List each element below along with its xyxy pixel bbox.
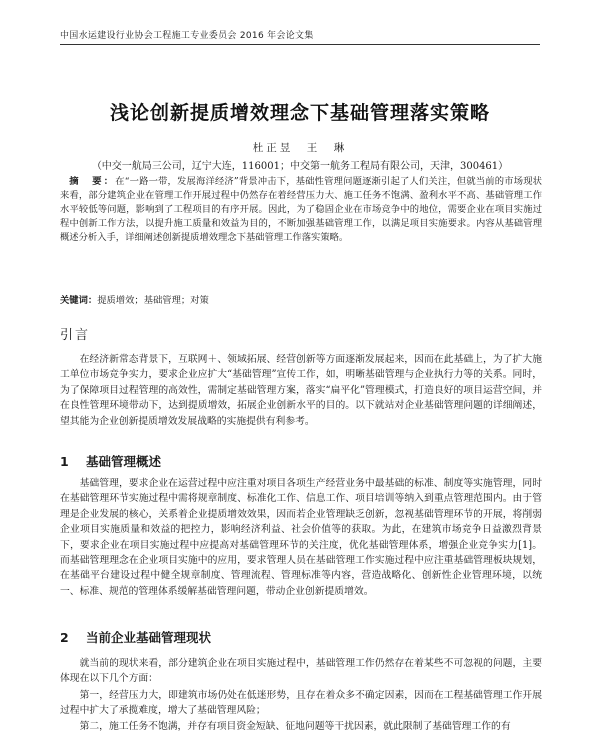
section-heading-1	[60, 452, 540, 470]
keywords-text: 提质增效；基础管理；对策	[97, 295, 209, 306]
intro-paragraph: 在经济新常态背景下，互联网＋、领域拓展、经营创新等方面逐渐发展起来，因而在此基础上，为了扩大施工单位市场竞争实力，要求企业应扩大“基础管理”宣传工作，如，明晰基础管理与企业执行力等的关系。同时，为了保障项目过程管理的高效性，需制定基础管理方案，落实“扁平化”管理模式，打造良好的项目运营空间，并在良性管理环境带动下，达到提质增效，拓展企业创新水平的目的。以下就站对企业基础管理问题的详细阐述，望其能为企业创新提质增效发展战略的实施提供有利参考。	[60, 354, 542, 427]
section-heading-2	[60, 628, 540, 646]
abstract-label: 摘 要：	[69, 176, 116, 187]
abstract	[60, 175, 542, 245]
paper-authors: 杜正昱 王 琳	[252, 142, 348, 154]
section-1-paragraph: 基础管理，要求企业在运营过程中应注重对项目各项生产经营业务中最基础的标准、制度等实施管理，同时在基础管理环节实施过程中需将规章制度、标准化工作、信息工作、项目培训等纳入到重点管理范围内。由于管理是企业发展的核心，关系着企业提质增效效果，因而若企业管理缺乏创新，忽视基础管理环节的开展，将削弱企业项目实施质量和效益的把控力，影响经济利益、社会价值等的获取。为此，在建筑市场竞争日益激烈背景下，要求企业在项目实施过程中应提高对基础管理环节的关注度，优化基础管理体系，增强企业竞争实力[1]。而基础管理理念在企业项目实施中的应用，要求管理人员在基础管理工作实施过程中应注重基础管理板块规划，在基础平台建设过程中健全规章制度、管理流程、管理标准等内容，营造战略化、创新性企业管理环境，以统一、标准、规范的管理体系缓解基础管理问题，带动企业创新提质增效。	[60, 478, 542, 597]
paper-affiliation: （中交一航局三公司，辽宁大连，116001；中交第一航务工程局有限公司，天津，300461）	[91, 161, 509, 172]
section-1-number: 1	[60, 454, 69, 469]
keywords	[60, 294, 540, 308]
abstract-text: 在“一路一带，发展海洋经济”背景冲击下，基础性管理问题逐渐引起了人们关注，但就当前的市场现状来看，部分建筑企业在管理工作开展过程中仍然存在着经营压力大、施工任务不饱满、盈利水平不高、基础管理工作水平较低等问题，影响到了工程项目的有序开展。因此，为了稳固企业在市场竞争中的地位，需要企业在项目实施过程中创新工作方法，以提升施工质量和效益为目的，不断加强基础管理工作，以满足项目实施要求。内容从基础管理概述分析入手，详细阐述创新提质增效理念下基础管理工作落实策略。	[60, 176, 542, 243]
section-2-paragraph: 第二，施工任务不饱满，并存有项目资金短缺、征地问题等干扰因素，就此限制了基础管理工作的有	[79, 721, 511, 732]
section-1-title: 基础管理概述	[86, 454, 162, 469]
paper-title: 浅论创新提质增效理念下基础管理落实策略	[109, 102, 490, 124]
section-2-title: 当前企业基础管理现状	[86, 630, 212, 645]
running-header: 中国水运建设行业协会工程施工专业委员会 2016 年会论文集	[60, 28, 540, 45]
section-heading-intro	[60, 324, 540, 343]
section-intro-title: 引言	[60, 328, 91, 343]
section-2-number: 2	[60, 630, 69, 645]
section-2-paragraph: 第一，经营压力大，即建筑市场仍处在低迷形势，且存在着众多不确定因素，因而在工程基础管理工作开展过程中扩大了承揽难度，增大了基础管理风险；	[60, 690, 542, 717]
section-2-paragraph: 就当前的现状来看，部分建筑企业在项目实施过程中，基础管理工作仍然存在着某些不可忽视的问题，主要体现在以下几个方面：	[60, 658, 542, 685]
keywords-label: 关键词：	[60, 295, 98, 306]
